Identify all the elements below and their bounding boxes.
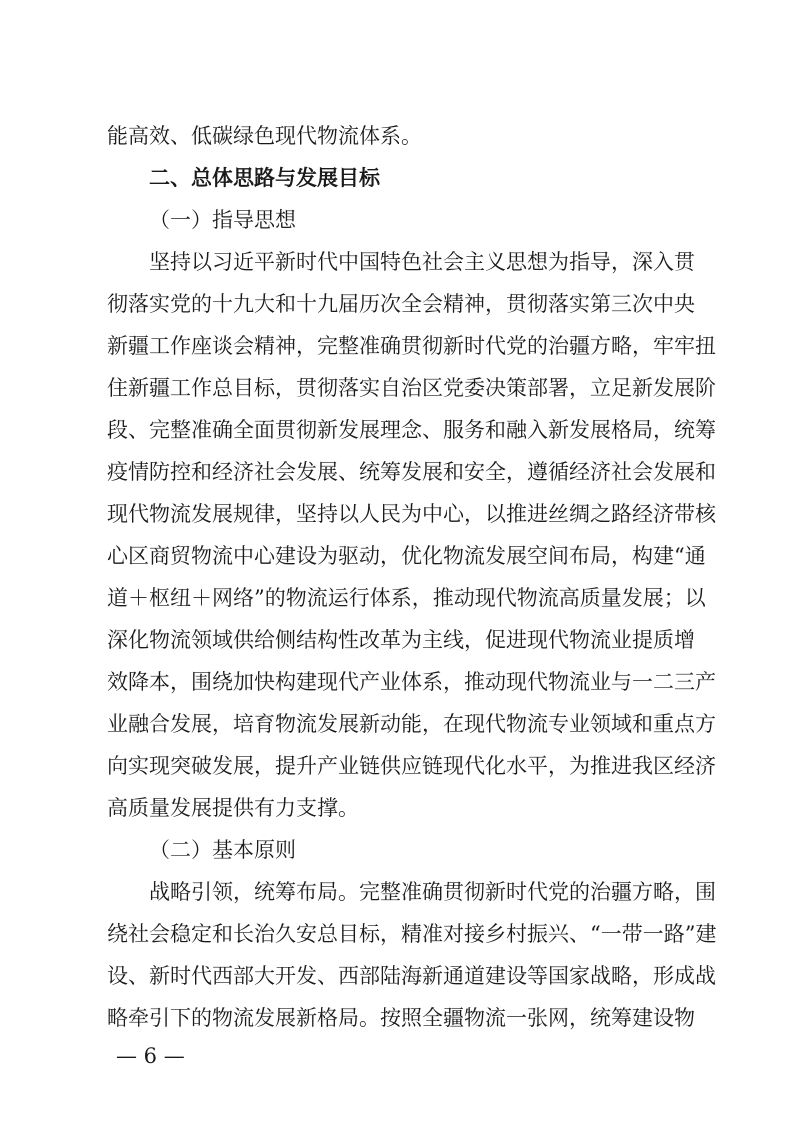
paragraph-line: 业融合发展，培育物流发展新动能，在现代物流专业领域和重点方 (107, 712, 716, 736)
paragraph-line: 心区商贸物流中心建设为驱动，优化物流发展空间布局，构建“通 (107, 544, 706, 568)
paragraph-line: 彻落实党的十九大和十九届历次全会精神，贯彻落实第三次中央 (107, 292, 695, 316)
sub-heading: （一）指导思想 (149, 208, 296, 232)
paragraph-line: 战略引领，统筹布局。完整准确贯彻新时代党的治疆方略，围 (149, 880, 716, 904)
paragraph-line: 向实现突破发展，提升产业链供应链现代化水平，为推进我区经济 (107, 754, 716, 778)
paragraph-line: 现代物流发展规律，坚持以人民为中心，以推进丝绸之路经济带核 (107, 502, 716, 526)
paragraph-line: 绕社会稳定和长治久安总目标，精准对接乡村振兴、“一带一路”建 (107, 922, 717, 946)
paragraph-line: 深化物流领域供给侧结构性改革为主线，促进现代物流业提质增 (107, 628, 695, 652)
paragraph-line: 道＋枢纽＋网络”的物流运行体系，推动现代物流高质量发展；以 (107, 586, 706, 610)
paragraph-line: 设、新时代西部大开发、西部陆海新通道建设等国家战略，形成战 (107, 964, 716, 988)
paragraph-line: 新疆工作座谈会精神，完整准确贯彻新时代党的治疆方略，牢牢扭 (107, 334, 716, 358)
paragraph-line: 段、完整准确全面贯彻新发展理念、服务和融入新发展格局，统筹 (107, 418, 716, 442)
section-heading: 二、总体思路与发展目标 (149, 166, 380, 190)
paragraph-line: 住新疆工作总目标，贯彻落实自治区党委决策部署，立足新发展阶 (107, 376, 716, 400)
sub-heading: （二）基本原则 (149, 838, 296, 862)
paragraph-line: 疫情防控和经济社会发展、统筹发展和安全，遵循经济社会发展和 (107, 460, 716, 484)
paragraph-line: 高质量发展提供有力支撑。 (107, 796, 359, 820)
page-number: — 6 — (116, 1044, 185, 1068)
paragraph-line: 略牵引下的物流发展新格局。按照全疆物流一张网，统筹建设物 (107, 1006, 695, 1030)
paragraph-line: 效降本，围绕加快构建现代产业体系，推动现代物流业与一二三产 (107, 670, 716, 694)
paragraph-line: 坚持以习近平新时代中国特色社会主义思想为指导，深入贯 (149, 250, 695, 274)
paragraph-line: 能高效、低碳绿色现代物流体系。 (107, 124, 422, 148)
